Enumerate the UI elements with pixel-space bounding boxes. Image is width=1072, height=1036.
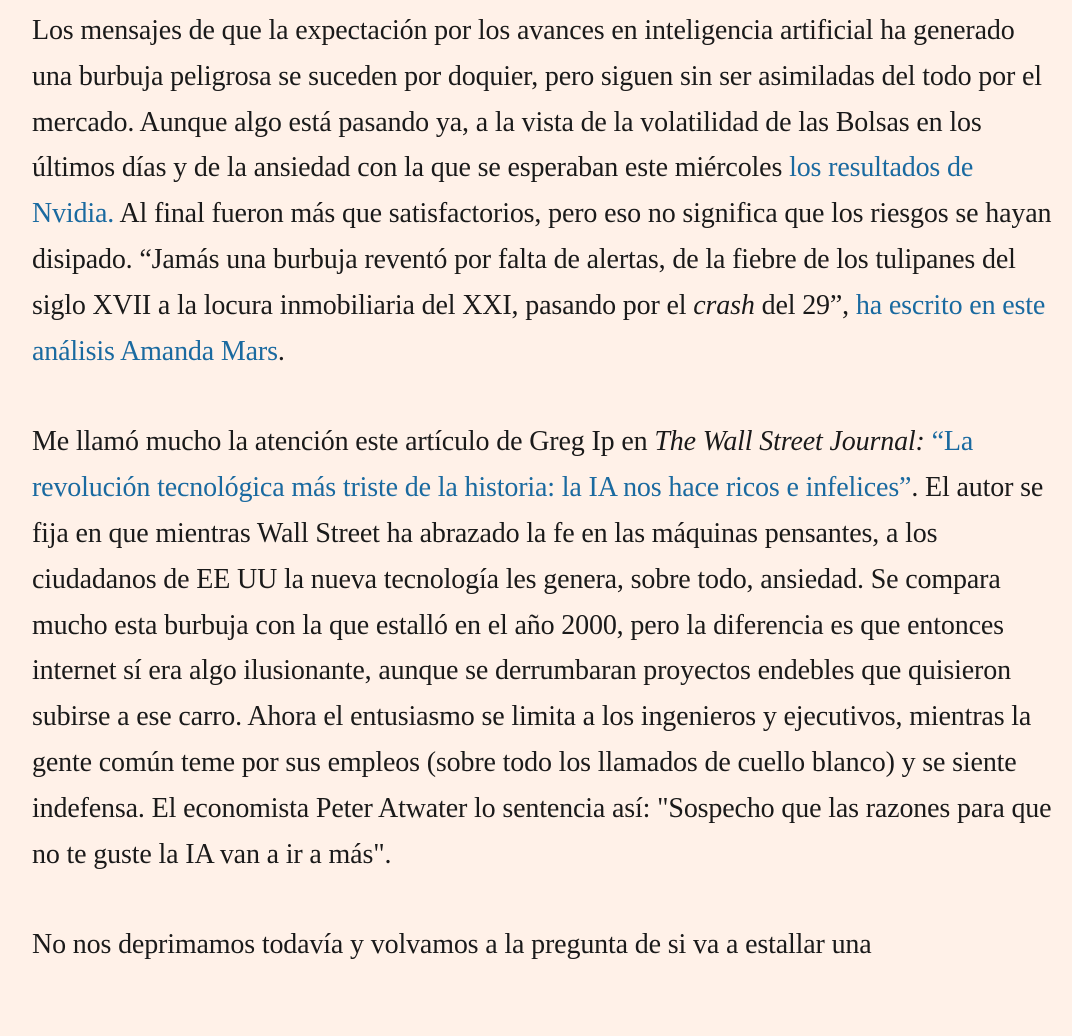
paragraph-2-text-3: . El autor se fija en que mientras Wall Street ha abrazado la fe en las máquinas pensantes, a los ciudadanos de EE UU la nueva tecnología les genera, sobre todo, ansiedad. Se compara mucho esta burbuja con la que estalló en el año 2000, pero la diferencia es que entonces internet sí era algo ilusionante, aunque se derrumbaran proyectos endebles que quisieron subirse a ese carro. Ahora el entusiasmo se limita a los ingenieros y ejecutivos, mientras la gente común teme por sus empleos (sobre todo los llamados de cuello blanco) y se siente indefensa. El economista Peter Atwater lo sentencia así: "Sospecho que las razones para que no te guste la IA van a ir a más".	[32, 472, 1052, 870]
paragraph-1	[32, 8, 1052, 374]
paragraph-1-text-2: Al final fueron más que satisfactorios, pero eso no significa que los riesgos se hayan disipado. “Jamás una burbuja reventó por falta de alertas, de la fiebre de los tulipanes del siglo XVII a la locura inmobiliaria del XXI, pasando por el	[32, 198, 1052, 321]
wsj-article-link[interactable]: “La revolución tecnológica más triste de la historia: la IA nos hace ricos e infelices”	[32, 426, 974, 504]
paragraph-2-emphasis: The Wall Street Journal:	[654, 426, 925, 458]
article-body	[32, 8, 1052, 1013]
paragraph-1-text-3: del 29”,	[754, 289, 856, 321]
paragraph-3-text-1: No nos deprimamos todavía y volvamos a la pregunta de si va a estallar una	[32, 929, 872, 961]
paragraph-1-emphasis: crash	[693, 289, 755, 321]
paragraph-2-text-1: Me llamó mucho la atención este artículo de Greg Ip en	[32, 426, 655, 458]
nvidia-results-link[interactable]: los resultados de Nvidia.	[32, 152, 974, 230]
paragraph-2	[32, 419, 1052, 877]
paragraph-1-text-4: .	[277, 335, 285, 367]
paragraph-3	[32, 922, 1052, 968]
amanda-mars-analysis-link[interactable]: ha escrito en este análisis Amanda Mars	[32, 289, 1046, 367]
paragraph-2-text-2	[925, 426, 932, 457]
paragraph-1-text-1: Los mensajes de que la expectación por los avances en inteligencia artificial ha generado una burbuja peligrosa se suceden por doquier, pero siguen sin ser asimiladas del todo por el mercado. Aunque algo está pasando ya, a la vista de la volatilidad de las Bolsas en los últimos días y de la ansiedad con la que se esperaban este miércoles	[32, 15, 1042, 184]
